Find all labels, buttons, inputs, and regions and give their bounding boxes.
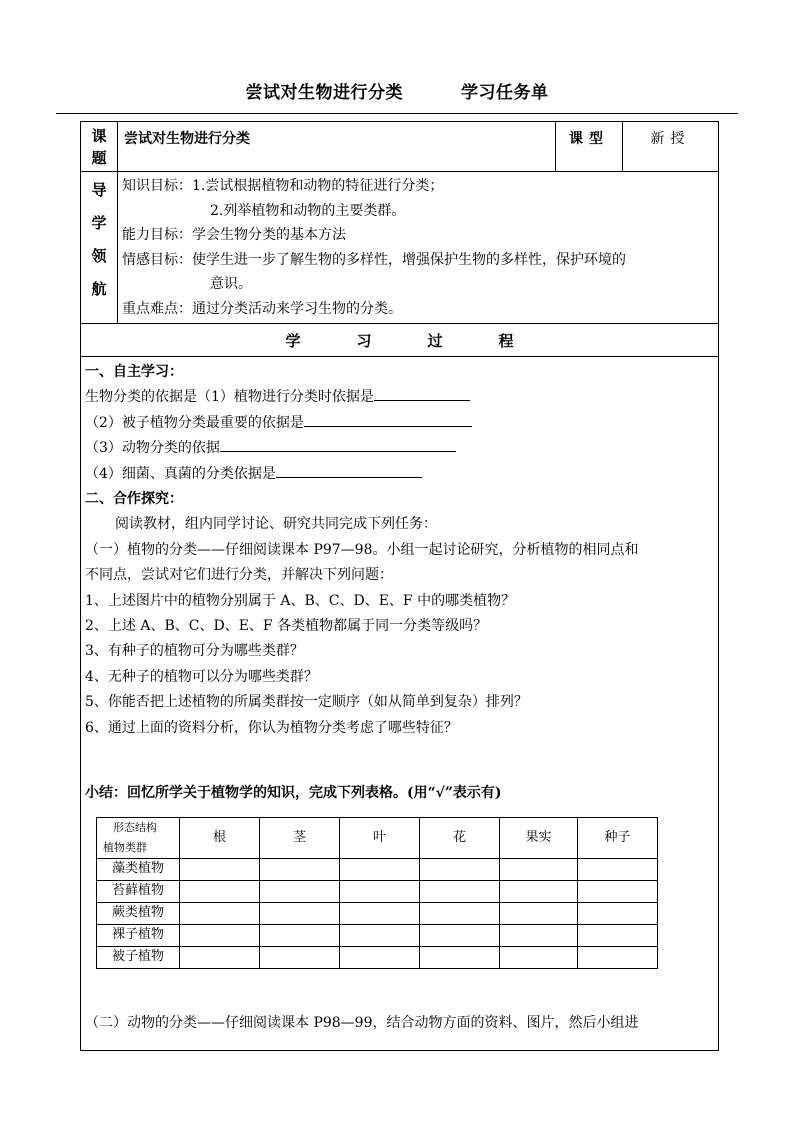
- table-cell[interactable]: [340, 880, 420, 902]
- type-label: 课型: [556, 122, 623, 172]
- guide-line: 重点难点：通过分类活动来学习生物的分类。: [122, 300, 402, 317]
- cooperate-intro: 阅读教材，组内同学讨论、研究共同完成下列任务：: [115, 516, 437, 533]
- table-cell[interactable]: [260, 880, 340, 902]
- table-cell[interactable]: [340, 902, 420, 924]
- plant-table-corner: 形态结构 植物类群: [97, 817, 180, 858]
- summary-text: 小结：回忆所学关于植物学的知识，完成下列表格。(用“√”表示有): [85, 785, 502, 802]
- table-cell[interactable]: [500, 946, 578, 968]
- row-header: 苔藓植物: [97, 880, 180, 902]
- task1-line-a: （一）植物的分类——仔细阅读课本 P97—98。小组一起讨论研究，分析植物的相同点和: [85, 541, 639, 558]
- plant-table-header: [97, 817, 658, 858]
- title-right: 学习任务单: [461, 83, 549, 103]
- table-cell[interactable]: [260, 858, 340, 880]
- table-row: [97, 946, 658, 968]
- task1-line-b: 不同点，尝试对它们进行分类，并解决下列问题：: [85, 567, 393, 584]
- self-study-line-1: 生物分类的依据是（1）植物进行分类时依据是: [85, 385, 714, 410]
- course-title: 尝试对生物进行分类: [118, 122, 556, 172]
- column-header: 果实: [500, 817, 578, 858]
- table-cell[interactable]: [500, 880, 578, 902]
- row-header: 被子植物: [97, 946, 180, 968]
- question-5: 5、你能否把上述植物的所属类群按一定顺序（如从简单到复杂）排列？: [85, 694, 528, 711]
- table-cell[interactable]: [260, 902, 340, 924]
- table-cell[interactable]: [260, 946, 340, 968]
- table-cell[interactable]: [420, 924, 500, 946]
- answer-blank[interactable]: [304, 412, 472, 427]
- document-title: [0, 78, 794, 103]
- row-header: 蕨类植物: [97, 902, 180, 924]
- question-2: 2、上述 A、B、C、D、E、F 各类植物都属于同一分类等级吗？: [85, 618, 488, 635]
- guide-line: 意识。: [210, 276, 252, 292]
- self-study-line-2: （2）被子植物分类最重要的依据是: [85, 411, 714, 436]
- column-header: 种子: [578, 817, 658, 858]
- answer-blank[interactable]: [276, 463, 422, 478]
- column-header: 茎: [260, 817, 340, 858]
- answer-blank[interactable]: [374, 386, 470, 401]
- table-cell[interactable]: [340, 946, 420, 968]
- course-label: 课 题: [81, 122, 118, 172]
- question-3: 3、有种子的植物可分为哪些类群？: [85, 643, 304, 660]
- table-cell[interactable]: [340, 858, 420, 880]
- table-cell[interactable]: [340, 924, 420, 946]
- table-cell[interactable]: [578, 880, 658, 902]
- guide-content: [118, 172, 719, 324]
- guide-line: 情感目标：使学生进一步了解生物的多样性，增强保护生物的多样性，保护环境的: [122, 251, 626, 268]
- answer-blank[interactable]: [220, 437, 456, 452]
- task-sheet-table: [80, 121, 719, 1051]
- table-row: [97, 880, 658, 902]
- process-body-row: [81, 357, 719, 1051]
- guide-line: 2.列举植物和动物的主要类群。: [210, 202, 406, 219]
- table-cell[interactable]: [180, 858, 260, 880]
- process-body: [81, 357, 719, 1051]
- type-value: 新授: [623, 122, 719, 172]
- cooperate-heading: 二、合作探究：: [85, 491, 183, 508]
- animal-task-text: （二）动物的分类——仔细阅读课本 P98—99，结合动物方面的资料、图片，然后小组进: [85, 1014, 639, 1031]
- table-cell[interactable]: [500, 924, 578, 946]
- self-study-line-3: （3）动物分类的依据: [85, 436, 714, 461]
- table-cell[interactable]: [420, 858, 500, 880]
- table-cell[interactable]: [260, 924, 340, 946]
- table-cell[interactable]: [578, 858, 658, 880]
- title-rule: [56, 113, 738, 114]
- column-header: 叶: [340, 817, 420, 858]
- process-heading-row: [81, 324, 719, 357]
- process-heading: 学 习 过 程: [81, 324, 719, 357]
- self-study-line-4: （4）细菌、真菌的分类依据是: [85, 462, 714, 487]
- guide-row: [81, 172, 719, 324]
- table-cell[interactable]: [500, 858, 578, 880]
- table-row: [97, 924, 658, 946]
- column-header: 花: [420, 817, 500, 858]
- course-row: [81, 122, 719, 172]
- self-study-heading: 一、自主学习：: [85, 364, 183, 380]
- question-1: 1、上述图片中的植物分别属于 A、B、C、D、E、F 中的哪类植物？: [85, 592, 516, 609]
- table-cell[interactable]: [578, 946, 658, 968]
- table-cell[interactable]: [420, 902, 500, 924]
- column-header: 根: [180, 817, 260, 858]
- guide-line: 能力目标：学会生物分类的基本方法: [122, 227, 346, 243]
- table-cell[interactable]: [500, 902, 578, 924]
- table-cell[interactable]: [578, 924, 658, 946]
- row-header: 裸子植物: [97, 924, 180, 946]
- table-cell[interactable]: [578, 902, 658, 924]
- table-row: [97, 858, 658, 880]
- table-cell[interactable]: [180, 880, 260, 902]
- table-cell[interactable]: [180, 902, 260, 924]
- title-left: 尝试对生物进行分类: [245, 83, 403, 103]
- table-cell[interactable]: [180, 924, 260, 946]
- table-cell[interactable]: [420, 946, 500, 968]
- table-cell[interactable]: [420, 880, 500, 902]
- table-row: [97, 902, 658, 924]
- question-6: 6、通过上面的资料分析，你认为植物分类考虑了哪些特征？: [85, 719, 458, 736]
- plant-table: [96, 817, 658, 969]
- guide-line: 知识目标：1.尝试根据植物和动物的特征进行分类；: [122, 178, 444, 194]
- guide-label: 导 学 领 航: [81, 172, 118, 324]
- question-4: 4、无种子的植物可以分为哪些类群？: [85, 668, 318, 685]
- table-cell[interactable]: [180, 946, 260, 968]
- row-header: 藻类植物: [97, 858, 180, 880]
